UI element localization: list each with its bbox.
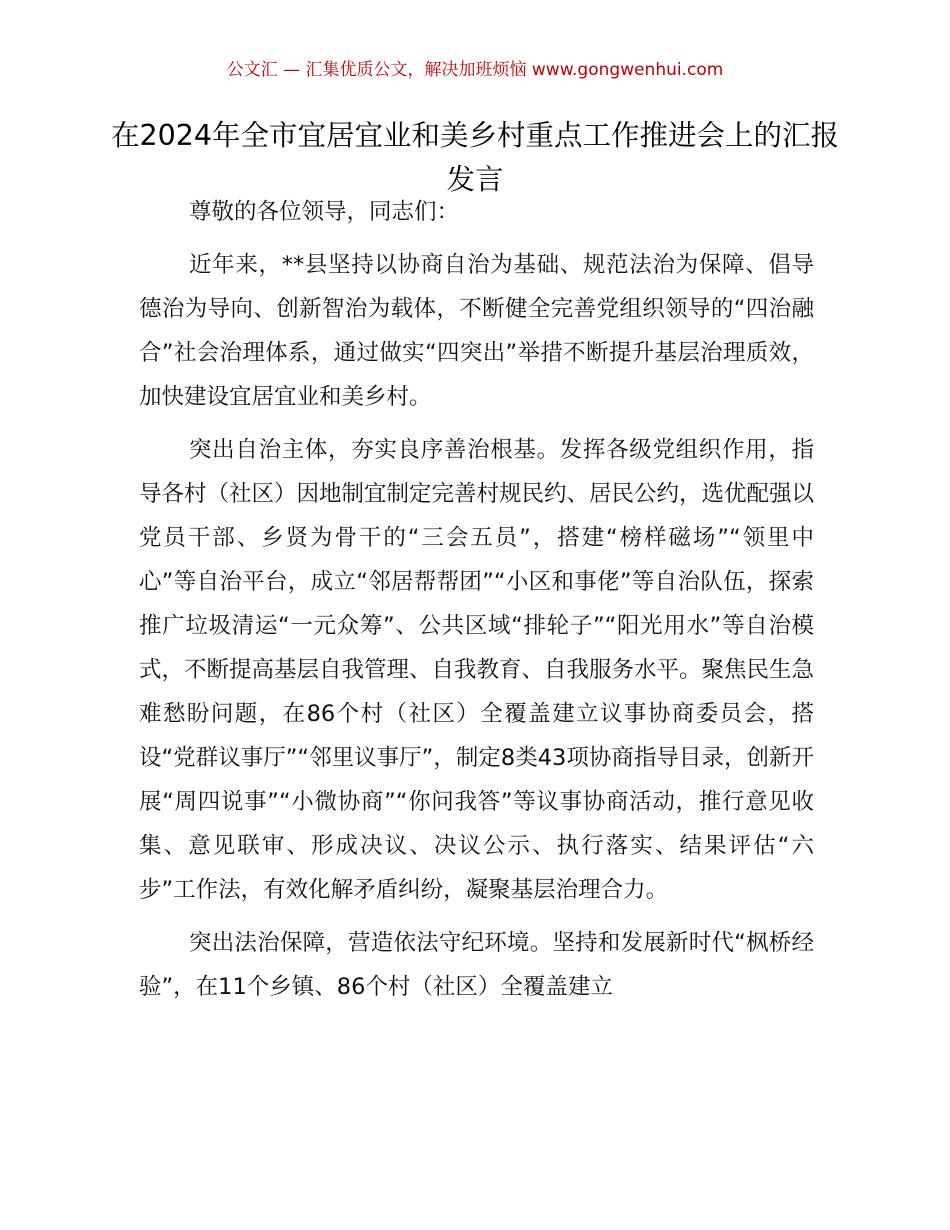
salutation: 尊敬的各位领导，同志们：	[189, 199, 460, 225]
paragraph-autonomy: 突出自治主体，夯实良序善治根基。发挥各级党组织作用，指导各村（社区）因地制宜制定完善村规民约、居民公约，选优配强以党员干部、乡贤为骨干的“三会五员”，搭建“榜样磁场”“领里中心”等自治平台，成立“邻居帮帮团”“小区和事佬”等自治队伍，探索推广垃圾清运“一元众筹”、公共区域“排轮子”“阳光用水”等自治模式，不断提高基层自我管理、自我教育、自我服务水平。聚焦民生急难愁盼问题，在86个村（社区）全覆盖建立议事协商委员会，搭设“党群议事厅”“邻里议事厅”，制定8类43项协商指导目录，创新开展“周四说事”“小微协商”“你问我答”等议事协商活动，推行意见收集、意见联审、形成决议、决议公示、执行落实、结果评估“六步”工作法，有效化解矛盾纠纷，凝聚基层治理合力。	[139, 437, 815, 903]
document-title: 在2024年全市宜居宜业和美乡村重点工作推进会上的汇报发言	[110, 119, 840, 196]
paragraph-rule-of-law: 突出法治保障，营造依法守纪环境。坚持和发展新时代“枫桥经验”，在11个乡镇、86个村（社区）全覆盖建立	[139, 930, 814, 1000]
document-body	[139, 190, 814, 1018]
site-banner: 公文汇 — 汇集优质公文，解决加班烦恼 www.gongwenhui.com	[226, 60, 724, 80]
paragraph-intro: 近年来，**县坚持以协商自治为基础、规范法治为保障、倡导德治为导向、创新智治为载体，不断健全完善党组织领导的“四治融合”社会治理体系，通过做实“四突出”举措不断提升基层治理质效，加快建设宜居宜业和美乡村。	[139, 252, 814, 410]
